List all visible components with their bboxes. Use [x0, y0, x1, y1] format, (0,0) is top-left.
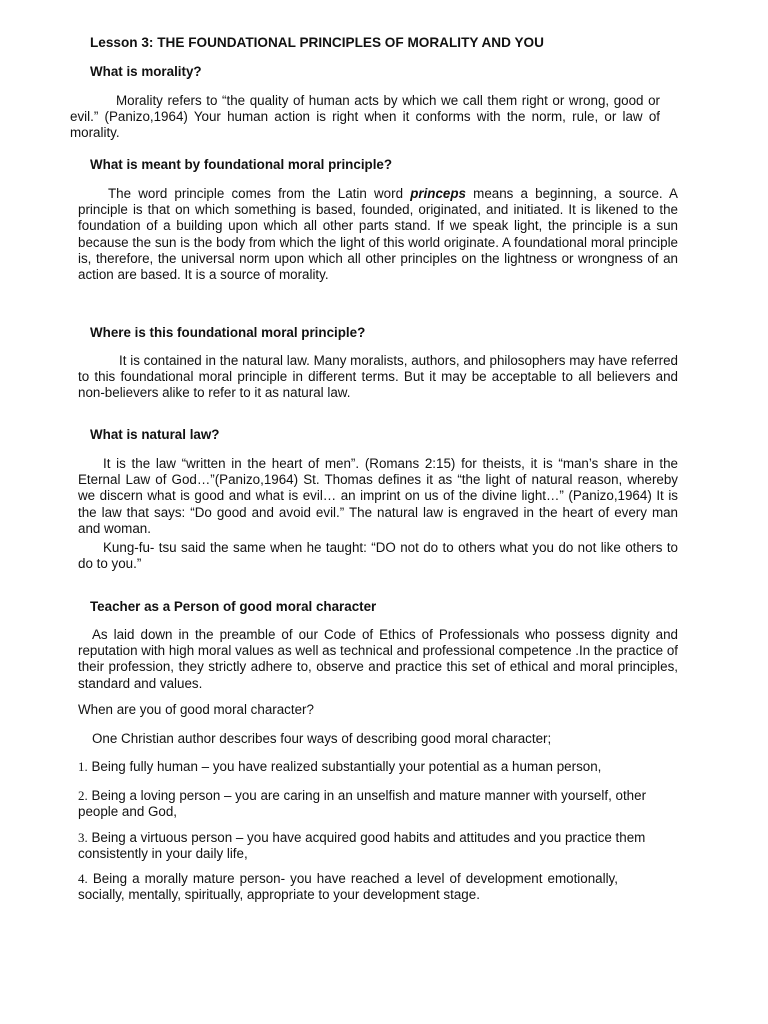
- list-item: [78, 788, 678, 820]
- paragraph-where: It is contained in the natural law. Many moralists, authors, and philosophers may have referred to this foundational moral principle in different terms. But it may be acceptable to all believers and non-believers alike to refer to it as natural law.: [78, 353, 678, 401]
- heading-foundational-principle: What is meant by foundational moral principle?: [90, 157, 393, 172]
- list-text: Being a virtuous person – you have acquired good habits and attitudes and you practice them consistently in your daily life,: [78, 830, 646, 862]
- paragraph-kung-fu-tsu: Kung-fu- tsu said the same when he taught: “DO not do to others what you do not like others to do to you.”: [78, 540, 678, 572]
- list-number: 2.: [78, 788, 88, 803]
- heading-where-is-principle: Where is this foundational moral principle?: [90, 325, 366, 340]
- paragraph-principle-start: The word principle comes from the Latin word: [108, 186, 411, 201]
- list-number: 3.: [78, 830, 88, 845]
- paragraph-principle: [78, 186, 678, 283]
- list-item: [78, 759, 678, 775]
- list-text: Being a morally mature person- you have reached a level of development emotionally, socially, mentally, spiritually, appropriate to your development stage.: [78, 871, 618, 903]
- intro-four-ways: One Christian author describes four ways of describing good moral character;: [92, 731, 552, 746]
- paragraph-morality: Morality refers to “the quality of human acts by which we call them right or wrong, good or evil.” (Panizo,1964) Your human action is right when it conforms with the norm, rule, or law of morality.: [70, 93, 660, 141]
- heading-what-is-morality: What is morality?: [90, 64, 202, 79]
- paragraph-natural-law: It is the law “written in the heart of men”. (Romans 2:15) for theists, it is “man’s share in the Eternal Law of God…”(Panizo,1964) St. Thomas defines it as “the light of natural reason, whereby we discern what is good and what is evil… an imprint on us of the divine light…” (Panizo,1964) It is the law that says: “Do good and avoid evil.” The natural law is engraved in the heart of every man and woman.: [78, 456, 678, 536]
- list-text: Being a loving person – you are caring in an unselfish and mature manner with yourself, other people and God,: [78, 788, 647, 820]
- lesson-title: Lesson 3: THE FOUNDATIONAL PRINCIPLES OF MORALITY AND YOU: [90, 35, 544, 50]
- question-good-moral-character: When are you of good moral character?: [78, 702, 314, 717]
- list-number: 1.: [78, 759, 88, 774]
- heading-teacher: Teacher as a Person of good moral character: [90, 599, 377, 614]
- paragraph-principle-rest: means a beginning, a source. A principle is that on which something is based, founded, originated, and initiated. It is likened to the foundation of a building upon which all other parts stand. If we speak light, the principle is a sun because the sun is the body from which the light of this world originate. A foundational moral principle is, therefore, the universal norm upon which all other principles on the lightness or wrongness of an action are based. It is a source of morality.: [78, 186, 678, 283]
- princeps-emphasis: princeps: [410, 186, 466, 201]
- heading-natural-law: What is natural law?: [90, 427, 220, 442]
- list-number: 4.: [78, 871, 88, 886]
- list-text: Being fully human – you have realized substantially your potential as a human person,: [91, 759, 602, 774]
- list-item: [78, 830, 648, 862]
- list-item: [78, 871, 618, 903]
- paragraph-teacher: As laid down in the preamble of our Code of Ethics of Professionals who possess dignity and reputation with high moral values as well as technical and professional competence .In the practice of their profession, they strictly adhere to, observe and practice this set of ethical and moral principles, standard and values.: [78, 627, 678, 691]
